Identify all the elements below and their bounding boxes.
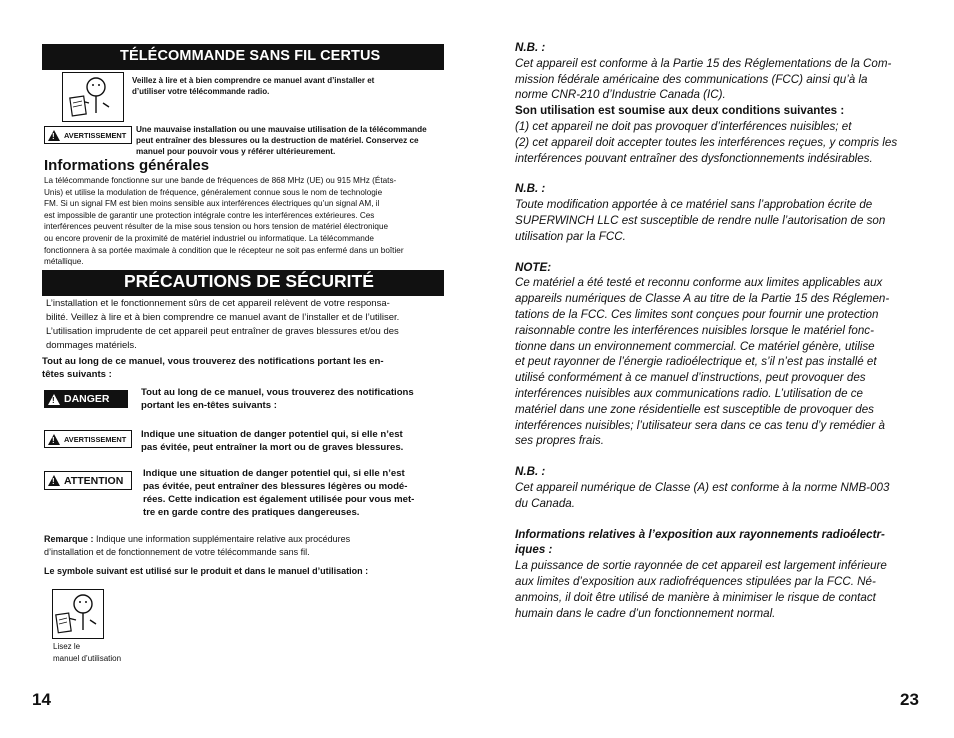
note-line: interférences nuisibles; l’utilisateur sera dans ce cas tenu d’y remédier à [515,418,885,432]
exposure-line: anmoins, il doit être utilisé de manière à minimiser le risque de contact [515,590,876,604]
remark-paragraph [44,533,454,559]
remark-line: d’installation et de fonctionnement de votre télécommande sans fil. [44,547,310,557]
safety-line: dommages matériels. [46,340,137,351]
info-line: est impossible de garantir une protection intégrale contre les interférences extérieures. Ces [44,210,375,220]
nb2-line: utilisation par la FCC. [515,229,626,243]
page-number-left: 14 [32,690,51,709]
note-line: tations de la FCC. Ces limites sont conçues pour fournir une protection [515,307,879,321]
notification-intro [42,355,442,381]
info-heading: Informations générales [44,157,210,174]
attention-label: ATTENTION [64,474,124,487]
note-line: utilisé conformément à ce manuel d’instructions, peut provoquer des [515,371,866,385]
nb1-condition: (1) cet appareil ne doit pas provoquer d’interférences nuisibles; et [515,119,852,133]
caption-line: manuel d’utilisation [53,654,122,663]
note-line: et peut rayonner de l’énergie radioélectrique et, s’il n’est pas installé et [515,355,877,369]
intro-text [132,75,432,97]
remote-title-bar [42,44,444,70]
attention-line: pas évitée, peut entraîner des blessures légères ou modé- [143,481,408,492]
info-line: interférences peuvent résulter de la mise sous tension ou hors tension de matériel électronique [44,222,389,232]
nb3-title: N.B. : [515,465,546,479]
caption-line: Lisez le [53,642,81,651]
safety-title: PRÉCAUTIONS DE SÉCURITÉ [124,271,374,291]
warning-triangle-icon: ! [48,434,60,445]
avert-text [141,428,451,454]
nb1-line: Cet appareil est conforme à la Partie 15 des Réglementations de la Com- [515,56,892,70]
note-line: interférences nuisibles aux communications radio. L’utilisation de ce [515,386,863,400]
note-title: NOTE: [515,260,552,274]
danger-text [141,386,451,412]
info-line: FM. Si un signal FM est bien moins sensible aux interférences électriques qu’un signal AM, il [44,199,380,209]
nb3-line: du Canada. [515,496,575,510]
info-line: fonctionnera à sa portée maximale à condition que le récepteur ne soit pas enfermé dans un boîtier [44,245,404,255]
exposure-title: Informations relatives à l’exposition aux rayonnements radioélectr- [515,527,885,541]
info-line: ou encore provenir de la proximité de matériel industriel ou informatique. La télécommande [44,233,374,243]
intro-line: d’utiliser votre télécommande radio. [132,87,270,96]
avert-line: pas évitée, peut entraîner la mort ou de graves blessures. [141,442,404,453]
warning-triangle-icon: ! [48,130,60,141]
attention-text [143,467,453,519]
exposure-line: La puissance de sortie rayonnée de cet appareil est largement inférieure [515,559,887,573]
remark-label: Remarque : [44,534,94,544]
attention-label-box [44,471,132,490]
nb1-title: N.B. : [515,41,546,54]
nb1-conditions-heading: Son utilisation est soumise aux deux conditions suivantes : [515,104,845,118]
nb2-line: SUPERWINCH LLC est susceptible de rendre nulle l’autorisation de son [515,213,886,227]
note-line: ses propres frais. [515,434,604,448]
safety-title-bar [42,270,444,296]
avert-label: AVERTISSEMENT [64,434,127,444]
attention-line: rées. Cette indication est également utilisée pour vous met- [143,494,415,505]
note-line: raisonnable contre les interférences nuisibles lorsque le matériel fonc- [515,323,874,337]
info-line: La télécommande fonctionne sur une bande de fréquences de 868 MHz (UE) ou 915 MHz (États- [44,176,397,185]
warning-line: manuel pour pouvoir vous y référer ultérieurement. [136,147,336,156]
nb1-line: mission fédérale américaine des communications (FCC) ainsi qu’à la [515,72,868,86]
avert-label-box [44,430,132,448]
warning-label: AVERTISSEMENT [64,130,127,140]
notification-line: têtes suivants : [42,369,112,380]
page-number-right: 23 [900,690,919,709]
remark-line: Indique une information supplémentaire relative aux procédures [93,534,351,544]
info-line: Unis) et utilise la modulation de fréquence, généralement connue sous le nom de technologie [44,187,383,197]
intro-line: Veillez à lire et à bien comprendre ce manuel avant d’installer et [132,76,375,85]
symbol-text: Le symbole suivant est utilisé sur le produit et dans le manuel d’utilisation : [44,566,369,576]
note-line: tionne dans un environnement commercial. Ce matériel génère, utilise [515,339,875,353]
safety-line: bilité. Veillez à lire et à bien comprendre ce manuel avant de l’installer et de l’utiliser. [46,312,400,323]
info-line: métallique. [44,257,84,267]
nb2-line: Toute modification apportée à ce matériel sans l’approbation écrite de [515,198,873,212]
read-manual-icon [62,72,124,122]
warning-triangle-icon: ! [48,394,60,405]
safety-paragraph [46,297,446,353]
exposure-line: aux limites d’exposition aux radiofréquences stipulées par la FCC. Né- [515,574,876,588]
attention-line: Indique une situation de danger potentiel qui, si elle n’est [143,468,405,479]
note-line: matériel dans une zone résidentielle est susceptible de provoquer des [515,402,874,416]
warning-text [136,124,456,157]
danger-label-box [44,390,128,408]
attention-line: tre en garde contre des pratiques dangereuses. [143,507,360,518]
read-manual-icon [52,589,104,639]
warning-line: Une mauvaise installation ou une mauvaise utilisation de la télécommande [136,125,427,134]
notification-line: Tout au long de ce manuel, vous trouverez des notifications portant les en- [42,356,384,367]
danger-line: Tout au long de ce manuel, vous trouverez des notifications [141,387,414,398]
note-line: appareils numériques de Classe A au titre de la Partie 15 des Réglemen- [515,292,890,306]
warning-label-box [44,126,132,144]
warning-triangle-icon: ! [48,475,60,486]
warning-line: peut entraîner des blessures ou la destruction de matériel. Conservez ce [136,136,419,145]
avert-line: Indique une situation de danger potentiel qui, si elle n’est [141,429,403,440]
note-line: Ce matériel a été testé et reconnu conforme aux limites applicables aux [515,276,883,290]
exposure-line: humain dans le cadre d’un fonctionnement normal. [515,606,776,620]
info-paragraph [44,175,464,268]
danger-line: portant les en-têtes suivants : [141,400,277,411]
remote-title: TÉLÉCOMMANDE SANS FIL CERTUS [120,48,381,64]
safety-line: L’installation et le fonctionnement sûrs de cet appareil relèvent de votre responsa- [46,298,390,309]
nb1-condition: interférences pouvant entraîner des dysfonctionnements indésirables. [515,151,873,165]
exposure-title: iques : [515,543,553,557]
nb2-title: N.B. : [515,182,546,196]
danger-label: DANGER [64,393,110,405]
nb1-line: norme CNR-210 d’Industrie Canada (IC). [515,88,726,102]
safety-line: L’utilisation imprudente de cet appareil peut entraîner de graves blessures et/ou des [46,326,399,337]
nb3-line: Cet appareil numérique de Classe (A) est conforme à la norme NMB-003 [515,480,890,494]
right-column [515,40,910,621]
read-manual-caption [53,641,121,665]
nb1-condition: (2) cet appareil doit accepter toutes les interférences reçues, y compris les [515,135,898,149]
